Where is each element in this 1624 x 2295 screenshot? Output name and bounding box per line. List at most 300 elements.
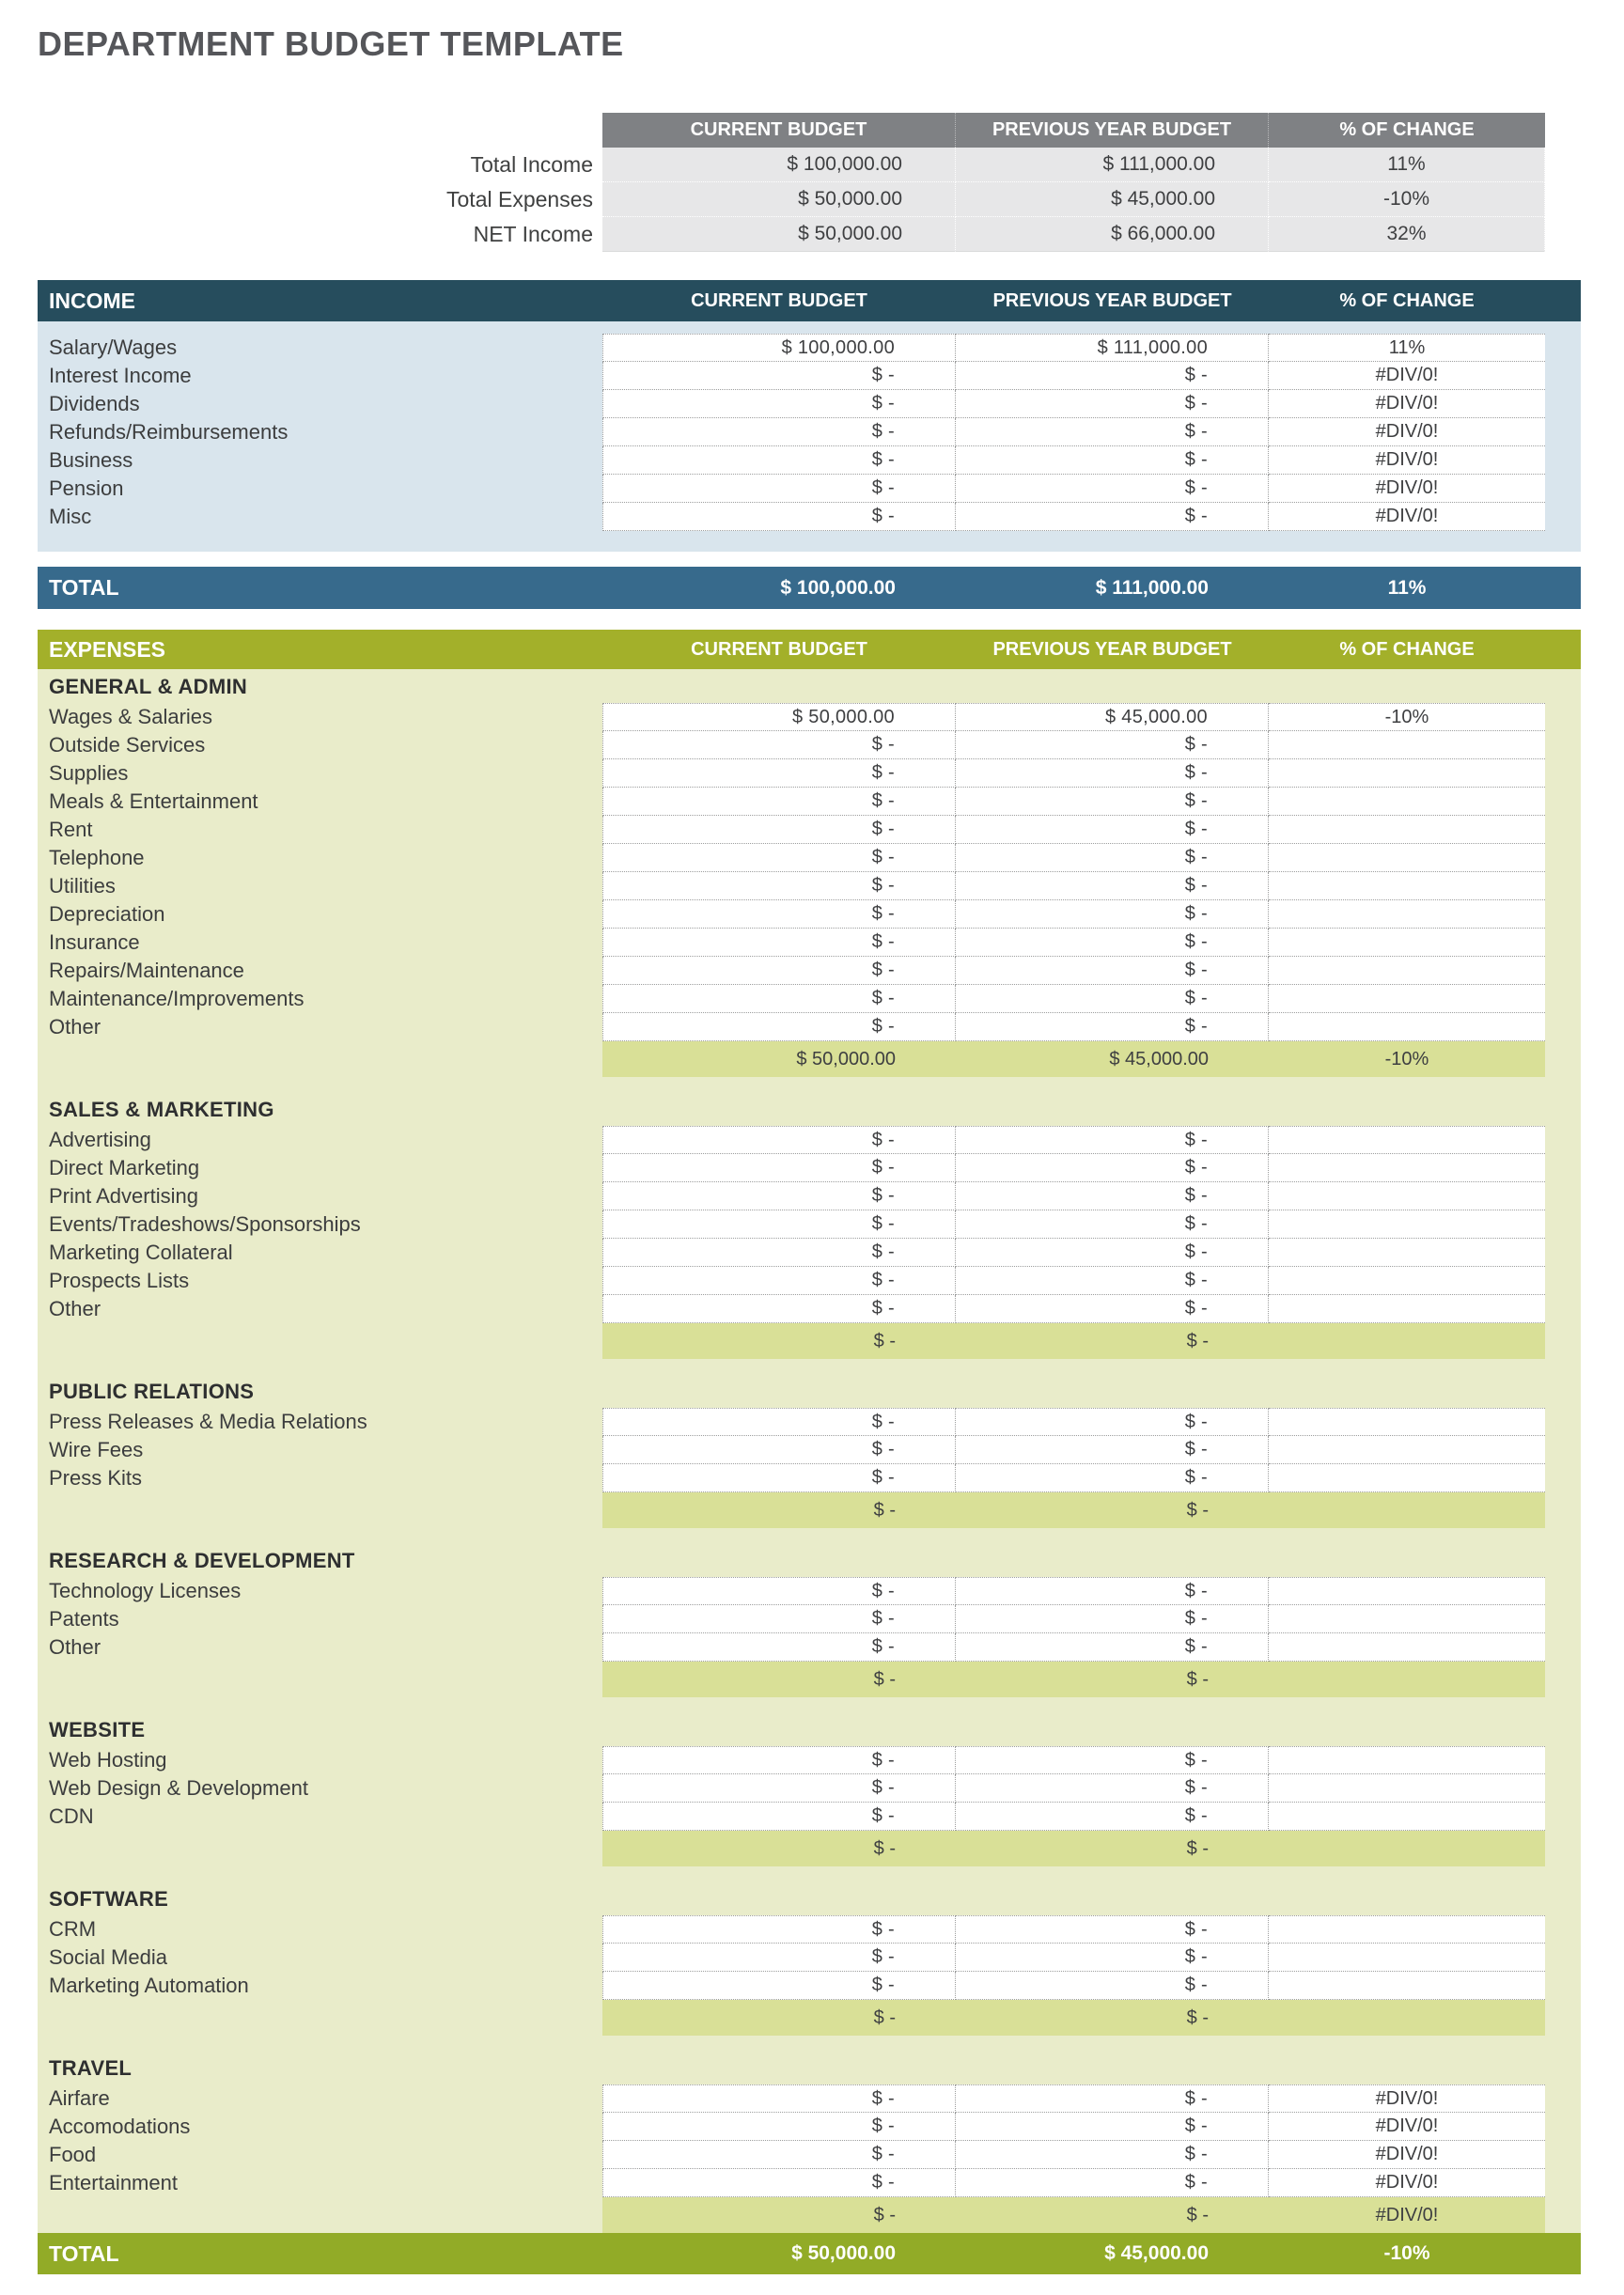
income-total-current: $ 100,000.00 [780, 576, 896, 599]
previous-year-budget-cell[interactable]: $ - [956, 872, 1269, 900]
current-budget-cell[interactable]: $ - [602, 1239, 956, 1267]
previous-year-budget-cell[interactable]: $ - [956, 1408, 1269, 1436]
group-heading-row [38, 1883, 1581, 1915]
row-label: Repairs/Maintenance [49, 959, 244, 982]
row-label: Technology Licenses [49, 1579, 242, 1602]
row-tail [1545, 2197, 1581, 2233]
expenses-total-current: $ 50,000.00 [791, 2242, 896, 2264]
previous-year-budget-cell[interactable]: $ - [956, 1267, 1269, 1295]
current-budget-cell[interactable]: $ - [602, 1154, 956, 1182]
percent-change-cell[interactable] [1269, 900, 1545, 929]
group-subtotal-row [38, 2000, 1581, 2036]
subtotal-spacer [38, 1492, 602, 1528]
table-row [38, 703, 1581, 731]
previous-year-budget-cell[interactable]: $ - [956, 475, 1269, 503]
row-tail [1545, 1944, 1581, 1972]
row-label: Telephone [49, 846, 145, 869]
table-row [38, 731, 1581, 759]
previous-year-budget-cell[interactable]: $ - [956, 1295, 1269, 1323]
summary-header-row [38, 113, 1581, 148]
income-total-tail [1545, 567, 1581, 609]
subtotal-spacer [38, 1831, 602, 1866]
percent-change-cell[interactable]: #DIV/0! [1269, 2141, 1545, 2169]
previous-year-budget-cell[interactable]: $ - [956, 929, 1269, 957]
row-label: Wages & Salaries [49, 705, 213, 728]
expenses-col-previous-year-budget: PREVIOUS YEAR BUDGET [992, 638, 1232, 660]
percent-change-cell[interactable] [1269, 872, 1545, 900]
row-tail [1545, 1492, 1581, 1528]
current-budget-cell[interactable]: $ - [602, 957, 956, 985]
row-label: Press Kits [49, 1466, 143, 1490]
previous-year-budget-cell[interactable]: $ - [956, 2084, 1269, 2113]
current-budget-cell[interactable]: $ - [602, 1267, 956, 1295]
subtotal-spacer [38, 2000, 602, 2036]
current-budget-cell[interactable]: $ - [602, 1803, 956, 1831]
percent-change-cell[interactable]: #DIV/0! [1269, 390, 1545, 418]
previous-year-budget-cell[interactable]: $ - [956, 2113, 1269, 2141]
percent-change-cell[interactable] [1269, 759, 1545, 788]
table-row [38, 900, 1581, 929]
percent-change-cell[interactable] [1269, 1295, 1545, 1323]
previous-year-budget-cell[interactable]: $ - [956, 1605, 1269, 1633]
subtotal-previous-cell: $ - [956, 1492, 1269, 1528]
table-row [38, 446, 1581, 475]
table-row [38, 1803, 1581, 1831]
percent-change-cell[interactable] [1269, 985, 1545, 1013]
group-heading-label: SOFTWARE [49, 1887, 169, 1911]
table-row [38, 1774, 1581, 1803]
percent-change-cell[interactable]: #DIV/0! [1269, 2084, 1545, 2113]
row-label: Social Media [49, 1945, 167, 1969]
row-tail [1545, 418, 1581, 446]
previous-year-budget-cell[interactable]: $ 111,000.00 [956, 148, 1269, 182]
percent-change-cell[interactable]: #DIV/0! [1269, 2113, 1545, 2141]
row-tail [1545, 844, 1581, 872]
row-label: Meals & Entertainment [49, 789, 258, 813]
previous-year-budget-cell[interactable]: $ - [956, 1126, 1269, 1154]
row-label: Marketing Collateral [49, 1241, 233, 1264]
previous-year-budget-cell[interactable]: $ - [956, 2169, 1269, 2197]
table-row [38, 2169, 1581, 2197]
group-subtotal-row [38, 1662, 1581, 1697]
table-row [38, 1239, 1581, 1267]
expense-group-sales-marketing [38, 1094, 1581, 1359]
table-row [38, 1633, 1581, 1662]
current-budget-cell[interactable]: $ - [602, 446, 956, 475]
row-label: Events/Tradeshows/Sponsorships [49, 1212, 361, 1236]
row-tail [1545, 503, 1581, 531]
percent-change-cell[interactable] [1269, 1436, 1545, 1464]
subtotal-change-cell [1269, 1662, 1545, 1697]
row-label: Supplies [49, 761, 129, 785]
group-heading-row [38, 1094, 1581, 1126]
row-tail [1545, 929, 1581, 957]
percent-change-cell[interactable] [1269, 1239, 1545, 1267]
previous-year-budget-cell[interactable]: $ 45,000.00 [956, 182, 1269, 217]
table-row [38, 1408, 1581, 1436]
previous-year-budget-cell[interactable]: $ - [956, 1633, 1269, 1662]
row-tail [1545, 1041, 1581, 1077]
expenses-total-previous: $ 45,000.00 [1104, 2242, 1209, 2264]
current-budget-cell[interactable]: $ - [602, 2113, 956, 2141]
table-row [38, 334, 1581, 362]
percent-change-cell[interactable] [1269, 1774, 1545, 1803]
percent-change-cell[interactable] [1269, 957, 1545, 985]
current-budget-cell[interactable]: $ - [602, 1436, 956, 1464]
current-budget-cell[interactable]: $ - [602, 1126, 956, 1154]
summary-header-spacer [38, 113, 602, 148]
current-budget-cell[interactable]: $ - [602, 929, 956, 957]
subtotal-current-cell: $ - [602, 1662, 956, 1697]
previous-year-budget-cell[interactable]: $ - [956, 1577, 1269, 1605]
table-row [38, 872, 1581, 900]
previous-year-budget-cell[interactable]: $ - [956, 1239, 1269, 1267]
table-row [38, 1436, 1581, 1464]
expenses-col-percent-change: % OF CHANGE [1339, 638, 1475, 660]
summary-row [38, 217, 1581, 252]
current-budget-cell[interactable]: $ - [602, 1408, 956, 1436]
current-budget-cell[interactable]: $ - [602, 844, 956, 872]
subtotal-change-cell [1269, 1323, 1545, 1359]
previous-year-budget-cell[interactable]: $ - [956, 985, 1269, 1013]
row-tail [1545, 446, 1581, 475]
row-tail [1545, 703, 1581, 731]
previous-year-budget-cell[interactable]: $ - [956, 446, 1269, 475]
subtotal-spacer [38, 1662, 602, 1697]
percent-change-cell[interactable]: 32% [1269, 217, 1545, 252]
previous-year-budget-cell[interactable]: $ - [956, 1944, 1269, 1972]
income-total-previous: $ 111,000.00 [1095, 576, 1209, 599]
subtotal-change-cell: -10% [1269, 1041, 1545, 1077]
expense-group-general-admin [38, 671, 1581, 1077]
previous-year-budget-cell[interactable]: $ - [956, 1803, 1269, 1831]
percent-change-cell[interactable] [1269, 1944, 1545, 1972]
row-tail [1545, 900, 1581, 929]
table-row [38, 788, 1581, 816]
income-total-row [38, 567, 1581, 609]
row-label: Press Releases & Media Relations [49, 1410, 367, 1433]
expenses-table [38, 669, 1581, 2233]
current-budget-cell[interactable]: $ - [602, 2084, 956, 2113]
percent-change-cell[interactable] [1269, 1746, 1545, 1774]
row-tail [1545, 1915, 1581, 1944]
subtotal-previous-cell: $ - [956, 1831, 1269, 1866]
current-budget-cell[interactable]: $ - [602, 816, 956, 844]
previous-year-budget-cell[interactable]: $ - [956, 362, 1269, 390]
current-budget-cell[interactable]: $ 50,000.00 [602, 217, 956, 252]
current-budget-cell[interactable]: $ - [602, 1295, 956, 1323]
subtotal-spacer [38, 1323, 602, 1359]
percent-change-cell[interactable] [1269, 1972, 1545, 2000]
percent-change-cell[interactable] [1269, 1126, 1545, 1154]
row-label: Pension [49, 476, 124, 500]
row-tail [1545, 362, 1581, 390]
current-budget-cell[interactable]: $ 100,000.00 [602, 148, 956, 182]
row-label: Rent [49, 818, 93, 841]
expenses-total-row [38, 2233, 1581, 2274]
group-subtotal-row [38, 1323, 1581, 1359]
current-budget-cell[interactable]: $ - [602, 503, 956, 531]
row-tail [1545, 1436, 1581, 1464]
group-heading-label: GENERAL & ADMIN [49, 675, 248, 698]
table-row [38, 390, 1581, 418]
subtotal-current-cell: $ - [602, 1323, 956, 1359]
table-row [38, 957, 1581, 985]
table-row [38, 1746, 1581, 1774]
subtotal-change-cell [1269, 1831, 1545, 1866]
subtotal-spacer [38, 1041, 602, 1077]
row-tail [1545, 1464, 1581, 1492]
previous-year-budget-cell[interactable]: $ - [956, 1774, 1269, 1803]
subtotal-previous-cell: $ - [956, 2197, 1269, 2233]
percent-change-cell[interactable] [1269, 1605, 1545, 1633]
previous-year-budget-cell[interactable]: $ - [956, 844, 1269, 872]
table-row [38, 1182, 1581, 1210]
percent-change-cell[interactable] [1269, 1154, 1545, 1182]
current-budget-cell[interactable]: $ 50,000.00 [602, 182, 956, 217]
row-tail [1545, 816, 1581, 844]
percent-change-cell[interactable]: #DIV/0! [1269, 2169, 1545, 2197]
table-row [38, 2141, 1581, 2169]
current-budget-cell[interactable]: $ - [602, 390, 956, 418]
percent-change-cell[interactable] [1269, 1577, 1545, 1605]
row-label: Depreciation [49, 902, 165, 926]
previous-year-budget-cell[interactable]: $ - [956, 503, 1269, 531]
subtotal-change-cell [1269, 1492, 1545, 1528]
row-label: Web Hosting [49, 1748, 167, 1772]
previous-year-budget-cell[interactable]: $ - [956, 731, 1269, 759]
expense-group-website [38, 1714, 1581, 1866]
group-subtotal-row [38, 1041, 1581, 1077]
previous-year-budget-cell[interactable]: $ - [956, 788, 1269, 816]
percent-change-cell[interactable]: #DIV/0! [1269, 503, 1545, 531]
group-subtotal-row [38, 2197, 1581, 2233]
percent-change-cell[interactable] [1269, 731, 1545, 759]
row-label: Food [49, 2143, 97, 2166]
expenses-total-change: -10% [1383, 2242, 1430, 2264]
previous-year-budget-cell[interactable]: $ 111,000.00 [956, 334, 1269, 362]
subtotal-previous-cell: $ - [956, 1323, 1269, 1359]
previous-year-budget-cell[interactable]: $ - [956, 1746, 1269, 1774]
summary-row [38, 148, 1581, 182]
previous-year-budget-cell[interactable]: $ - [956, 1436, 1269, 1464]
percent-change-cell[interactable] [1269, 844, 1545, 872]
row-tail [1545, 1662, 1581, 1697]
summary-row-label: NET Income [473, 222, 593, 246]
row-tail [1545, 1154, 1581, 1182]
current-budget-cell[interactable]: $ - [602, 475, 956, 503]
previous-year-budget-cell[interactable]: $ - [956, 1464, 1269, 1492]
previous-year-budget-cell[interactable]: $ 45,000.00 [956, 703, 1269, 731]
table-row [38, 2084, 1581, 2113]
percent-change-cell[interactable]: 11% [1269, 148, 1545, 182]
group-subtotal-row [38, 1492, 1581, 1528]
subtotal-current-cell: $ 50,000.00 [602, 1041, 956, 1077]
percent-change-cell[interactable] [1269, 1210, 1545, 1239]
table-row [38, 475, 1581, 503]
row-tail [1545, 1746, 1581, 1774]
expenses-section-title: EXPENSES [49, 636, 165, 662]
row-label: Business [49, 448, 133, 472]
current-budget-cell[interactable]: $ - [602, 731, 956, 759]
table-row [38, 1464, 1581, 1492]
expense-group-software [38, 1883, 1581, 2036]
subtotal-current-cell: $ - [602, 2000, 956, 2036]
current-budget-cell[interactable]: $ - [602, 2169, 956, 2197]
current-budget-cell[interactable]: $ - [602, 1746, 956, 1774]
row-label: Wire Fees [49, 1438, 144, 1461]
summary-col-current-budget: CURRENT BUDGET [602, 113, 956, 148]
current-budget-cell[interactable]: $ - [602, 1633, 956, 1662]
percent-change-cell[interactable] [1269, 1633, 1545, 1662]
current-budget-cell[interactable]: $ - [602, 1774, 956, 1803]
row-tail [1545, 1577, 1581, 1605]
percent-change-cell[interactable] [1269, 1267, 1545, 1295]
percent-change-cell[interactable]: #DIV/0! [1269, 418, 1545, 446]
previous-year-budget-cell[interactable]: $ - [956, 2141, 1269, 2169]
previous-year-budget-cell[interactable]: $ - [956, 418, 1269, 446]
previous-year-budget-cell[interactable]: $ - [956, 1210, 1269, 1239]
previous-year-budget-cell[interactable]: $ - [956, 1154, 1269, 1182]
table-row [38, 1013, 1581, 1041]
current-budget-cell[interactable]: $ - [602, 872, 956, 900]
current-budget-cell[interactable]: $ - [602, 985, 956, 1013]
percent-change-cell[interactable] [1269, 1408, 1545, 1436]
group-heading-label: WEBSITE [49, 1718, 146, 1741]
row-tail [1545, 1605, 1581, 1633]
current-budget-cell[interactable]: $ - [602, 1013, 956, 1041]
previous-year-budget-cell[interactable]: $ - [956, 390, 1269, 418]
income-total-label: TOTAL [49, 575, 119, 600]
table-row [38, 929, 1581, 957]
percent-change-cell[interactable] [1269, 1182, 1545, 1210]
row-label: Web Design & Development [49, 1776, 308, 1800]
table-row [38, 1605, 1581, 1633]
percent-change-cell[interactable]: #DIV/0! [1269, 475, 1545, 503]
percent-change-cell[interactable] [1269, 1464, 1545, 1492]
row-tail [1545, 1831, 1581, 1866]
income-total-change: 11% [1387, 576, 1427, 599]
previous-year-budget-cell[interactable]: $ - [956, 1013, 1269, 1041]
table-row [38, 759, 1581, 788]
percent-change-cell[interactable] [1269, 929, 1545, 957]
row-tail [1545, 759, 1581, 788]
current-budget-cell[interactable]: $ - [602, 1605, 956, 1633]
row-tail [1545, 985, 1581, 1013]
row-label: Print Advertising [49, 1184, 198, 1208]
current-budget-cell[interactable]: $ - [602, 1944, 956, 1972]
subtotal-change-cell [1269, 2000, 1545, 2036]
previous-year-budget-cell[interactable]: $ - [956, 816, 1269, 844]
row-tail [1545, 1295, 1581, 1323]
row-label: Maintenance/Improvements [49, 987, 304, 1010]
row-tail [1545, 1239, 1581, 1267]
table-row [38, 362, 1581, 390]
row-label: Patents [49, 1607, 119, 1631]
current-budget-cell[interactable]: $ - [602, 788, 956, 816]
group-heading-label: SALES & MARKETING [49, 1098, 274, 1121]
percent-change-cell[interactable]: 11% [1269, 334, 1545, 362]
current-budget-cell[interactable]: $ - [602, 1972, 956, 2000]
subtotal-current-cell: $ - [602, 2197, 956, 2233]
row-tail [1545, 2000, 1581, 2036]
table-row [38, 2113, 1581, 2141]
percent-change-cell[interactable] [1269, 1915, 1545, 1944]
row-label: Dividends [49, 392, 140, 415]
row-tail [1545, 2141, 1581, 2169]
current-budget-cell[interactable]: $ - [602, 1915, 956, 1944]
summary-row-label: Total Income [470, 152, 593, 177]
previous-year-budget-cell[interactable]: $ - [956, 759, 1269, 788]
percent-change-cell[interactable]: #DIV/0! [1269, 446, 1545, 475]
percent-change-cell[interactable] [1269, 816, 1545, 844]
expenses-total-tail [1545, 2233, 1581, 2274]
group-heading-row [38, 2053, 1581, 2084]
row-tail [1545, 1323, 1581, 1359]
summary-col-previous-year-budget: PREVIOUS YEAR BUDGET [956, 113, 1269, 148]
table-row [38, 1126, 1581, 1154]
income-col-percent-change: % OF CHANGE [1339, 289, 1475, 311]
subtotal-previous-cell: $ 45,000.00 [956, 1041, 1269, 1077]
percent-change-cell[interactable] [1269, 788, 1545, 816]
income-table [38, 321, 1581, 552]
row-label: CDN [49, 1804, 94, 1828]
row-tail [1545, 1633, 1581, 1662]
row-tail [1545, 1182, 1581, 1210]
expenses-section-header [38, 630, 1581, 669]
table-row [38, 1295, 1581, 1323]
current-budget-cell[interactable]: $ - [602, 1464, 956, 1492]
row-label: Advertising [49, 1128, 151, 1151]
current-budget-cell[interactable]: $ - [602, 1210, 956, 1239]
previous-year-budget-cell[interactable]: $ - [956, 1972, 1269, 2000]
previous-year-budget-cell[interactable]: $ 66,000.00 [956, 217, 1269, 252]
current-budget-cell[interactable]: $ - [602, 2141, 956, 2169]
current-budget-cell[interactable]: $ - [602, 759, 956, 788]
percent-change-cell[interactable] [1269, 1013, 1545, 1041]
subtotal-change-cell: #DIV/0! [1269, 2197, 1545, 2233]
current-budget-cell[interactable]: $ 50,000.00 [602, 703, 956, 731]
current-budget-cell[interactable]: $ - [602, 1577, 956, 1605]
group-heading-row [38, 1376, 1581, 1408]
subtotal-spacer [38, 2197, 602, 2233]
previous-year-budget-cell[interactable]: $ - [956, 957, 1269, 985]
table-row [38, 1944, 1581, 1972]
expenses-total-label: TOTAL [49, 2240, 119, 2266]
row-label: Entertainment [49, 2171, 178, 2194]
row-tail [1545, 788, 1581, 816]
previous-year-budget-cell[interactable]: $ - [956, 900, 1269, 929]
current-budget-cell[interactable]: $ - [602, 1182, 956, 1210]
table-row [38, 1210, 1581, 1239]
current-budget-cell[interactable]: $ - [602, 362, 956, 390]
row-tail [1545, 1972, 1581, 2000]
percent-change-cell[interactable] [1269, 1803, 1545, 1831]
previous-year-budget-cell[interactable]: $ - [956, 1182, 1269, 1210]
row-label: CRM [49, 1917, 97, 1941]
percent-change-cell[interactable]: -10% [1269, 703, 1545, 731]
row-tail [1545, 2084, 1581, 2113]
percent-change-cell[interactable]: -10% [1269, 182, 1545, 217]
row-tail [1545, 1408, 1581, 1436]
group-heading-label: TRAVEL [49, 2056, 133, 2080]
current-budget-cell[interactable]: $ - [602, 900, 956, 929]
current-budget-cell[interactable]: $ 100,000.00 [602, 334, 956, 362]
previous-year-budget-cell[interactable]: $ - [956, 1915, 1269, 1944]
percent-change-cell[interactable]: #DIV/0! [1269, 362, 1545, 390]
row-label: Salary/Wages [49, 336, 178, 359]
current-budget-cell[interactable]: $ - [602, 418, 956, 446]
